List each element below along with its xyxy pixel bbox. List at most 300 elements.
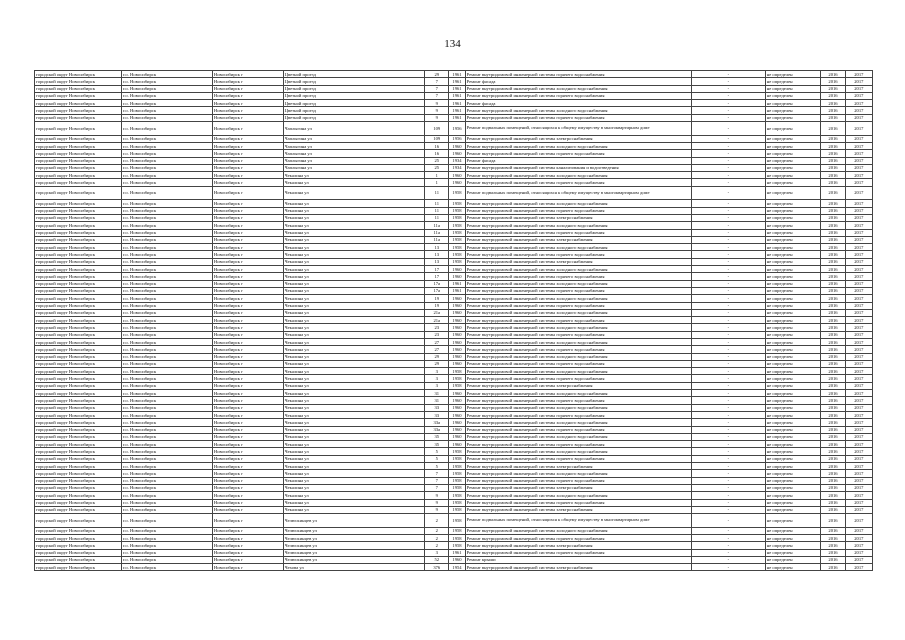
municipality-cell: городской округ Новосибирск	[35, 441, 122, 448]
year-cell: 1958	[449, 506, 465, 513]
plan-end-cell: 2017	[845, 295, 872, 302]
plan-start-cell: 2016	[821, 411, 845, 418]
district-cell: г.о. Новосибирск	[121, 346, 212, 353]
street-cell: Чекалина ул	[283, 317, 425, 324]
plan-start-cell: 2016	[821, 186, 845, 200]
plan-start-cell: 2016	[821, 258, 845, 265]
plan-start-cell: 2016	[821, 499, 845, 506]
plan-start-cell: 2016	[821, 535, 845, 542]
year-cell: 1960	[449, 346, 465, 353]
cost-cell: -	[692, 527, 766, 534]
street-cell: Цветной проезд	[283, 85, 425, 92]
table-row	[35, 506, 873, 513]
municipality-cell: городской округ Новосибирск	[35, 273, 122, 280]
city-cell: Новосибирск г	[212, 484, 283, 491]
work-type-cell: Ремонт внутридомовой инженерной системы горячего водоснабжения	[465, 302, 691, 309]
street-cell: Чекалина ул	[283, 492, 425, 499]
plan-start-cell: 2016	[821, 556, 845, 563]
house-number-cell: 29	[425, 71, 449, 78]
plan-start-cell: 2016	[821, 85, 845, 92]
table-row	[35, 214, 873, 221]
contractor-cell: не определен	[765, 207, 821, 214]
work-type-cell: Ремонт внутридомовой инженерной системы горячего водоснабжения	[465, 207, 691, 214]
table-row	[35, 441, 873, 448]
work-type-cell: Ремонт внутридомовой инженерной системы электроснабжения	[465, 506, 691, 513]
district-cell: г.о. Новосибирск	[121, 266, 212, 273]
year-cell: 1961	[449, 71, 465, 78]
plan-start-cell: 2016	[821, 514, 845, 528]
city-cell: Новосибирск г	[212, 157, 283, 164]
work-type-cell: Ремонт внутридомовой инженерной системы горячего водоснабжения	[465, 411, 691, 418]
plan-end-cell: 2017	[845, 179, 872, 186]
table-row	[35, 222, 873, 229]
municipality-cell: городской округ Новосибирск	[35, 390, 122, 397]
contractor-cell: не определен	[765, 433, 821, 440]
year-cell: 1961	[449, 100, 465, 107]
district-cell: г.о. Новосибирск	[121, 353, 212, 360]
work-type-cell: Ремонт внутридомовой инженерной системы электроснабжения	[465, 135, 691, 142]
plan-start-cell: 2016	[821, 317, 845, 324]
street-cell: Чаплыгина ул	[283, 164, 425, 171]
cost-cell: -	[692, 506, 766, 513]
street-cell: Чекалина ул	[283, 338, 425, 345]
municipality-cell: городской округ Новосибирск	[35, 433, 122, 440]
table-row	[35, 229, 873, 236]
plan-end-cell: 2017	[845, 463, 872, 470]
district-cell: г.о. Новосибирск	[121, 360, 212, 367]
year-cell: 1934	[449, 157, 465, 164]
work-type-cell: Ремонт внутридомовой инженерной системы горячего водоснабжения	[465, 251, 691, 258]
street-cell: Чекалина ул	[283, 426, 425, 433]
year-cell: 1958	[449, 382, 465, 389]
work-type-cell: Ремонт внутридомовой инженерной системы горячего водоснабжения	[465, 346, 691, 353]
plan-end-cell: 2017	[845, 426, 872, 433]
cost-cell: -	[692, 150, 766, 157]
house-number-cell: 7	[425, 78, 449, 85]
plan-end-cell: 2017	[845, 229, 872, 236]
contractor-cell: не определен	[765, 295, 821, 302]
plan-start-cell: 2016	[821, 207, 845, 214]
city-cell: Новосибирск г	[212, 200, 283, 207]
municipality-cell: городской округ Новосибирск	[35, 499, 122, 506]
work-type-cell: Ремонт внутридомовой инженерной системы горячего водоснабжения	[465, 229, 691, 236]
cost-cell: -	[692, 266, 766, 273]
cost-cell: -	[692, 324, 766, 331]
work-type-cell: Ремонт внутридомовой инженерной системы холодного водоснабжения	[465, 142, 691, 149]
municipality-cell: городской округ Новосибирск	[35, 236, 122, 243]
district-cell: г.о. Новосибирск	[121, 186, 212, 200]
district-cell: г.о. Новосибирск	[121, 390, 212, 397]
municipality-cell: городской округ Новосибирск	[35, 477, 122, 484]
street-cell: Чекалина ул	[283, 419, 425, 426]
district-cell: г.о. Новосибирск	[121, 397, 212, 404]
municipality-cell: городской округ Новосибирск	[35, 426, 122, 433]
cost-cell: -	[692, 564, 766, 571]
street-cell: Чекалина ул	[283, 375, 425, 382]
house-number-cell: 21а	[425, 309, 449, 316]
plan-start-cell: 2016	[821, 78, 845, 85]
plan-end-cell: 2017	[845, 419, 872, 426]
plan-end-cell: 2017	[845, 222, 872, 229]
municipality-cell: городской округ Новосибирск	[35, 506, 122, 513]
work-type-cell: Ремонт внутридомовой инженерной системы холодного водоснабжения	[465, 527, 691, 534]
contractor-cell: не определен	[765, 360, 821, 367]
contractor-cell: не определен	[765, 353, 821, 360]
district-cell: г.о. Новосибирск	[121, 107, 212, 114]
district-cell: г.о. Новосибирск	[121, 236, 212, 243]
district-cell: г.о. Новосибирск	[121, 448, 212, 455]
city-cell: Новосибирск г	[212, 353, 283, 360]
house-number-cell: 5	[425, 448, 449, 455]
cost-cell: -	[692, 71, 766, 78]
municipality-cell: городской округ Новосибирск	[35, 338, 122, 345]
year-cell: 1961	[449, 549, 465, 556]
city-cell: Новосибирск г	[212, 331, 283, 338]
work-type-cell: Ремонт внутридомовой инженерной системы горячего водоснабжения	[465, 535, 691, 542]
district-cell: г.о. Новосибирск	[121, 273, 212, 280]
city-cell: Новосибирск г	[212, 258, 283, 265]
plan-start-cell: 2016	[821, 236, 845, 243]
municipality-cell: городской округ Новосибирск	[35, 186, 122, 200]
house-number-cell: 11	[425, 200, 449, 207]
cost-cell: -	[692, 346, 766, 353]
work-type-cell: Ремонт внутридомовой инженерной системы холодного водоснабжения	[465, 172, 691, 179]
contractor-cell: не определен	[765, 346, 821, 353]
plan-start-cell: 2016	[821, 331, 845, 338]
cost-cell: -	[692, 317, 766, 324]
city-cell: Новосибирск г	[212, 542, 283, 549]
table-row	[35, 71, 873, 78]
plan-start-cell: 2016	[821, 448, 845, 455]
work-type-cell: Ремонт фасада	[465, 78, 691, 85]
municipality-cell: городской округ Новосибирск	[35, 71, 122, 78]
contractor-cell: не определен	[765, 411, 821, 418]
year-cell: 1960	[449, 331, 465, 338]
contractor-cell: не определен	[765, 499, 821, 506]
house-number-cell: 2	[425, 542, 449, 549]
city-cell: Новосибирск г	[212, 404, 283, 411]
street-cell: Цветной проезд	[283, 92, 425, 99]
house-number-cell: 13	[425, 244, 449, 251]
year-cell: 1960	[449, 266, 465, 273]
table-row	[35, 236, 873, 243]
plan-end-cell: 2017	[845, 150, 872, 157]
municipality-cell: городской округ Новосибирск	[35, 85, 122, 92]
district-cell: г.о. Новосибирск	[121, 419, 212, 426]
plan-end-cell: 2017	[845, 164, 872, 171]
table-row	[35, 150, 873, 157]
municipality-cell: городской округ Новосибирск	[35, 542, 122, 549]
plan-start-cell: 2016	[821, 135, 845, 142]
city-cell: Новосибирск г	[212, 390, 283, 397]
year-cell: 1958	[449, 499, 465, 506]
cost-cell: -	[692, 499, 766, 506]
street-cell: Чекалина ул	[283, 214, 425, 221]
table-row	[35, 411, 873, 418]
plan-end-cell: 2017	[845, 549, 872, 556]
contractor-cell: не определен	[765, 287, 821, 294]
district-cell: г.о. Новосибирск	[121, 150, 212, 157]
street-cell: Чекалина ул	[283, 484, 425, 491]
street-cell: Чаплыгина ул	[283, 157, 425, 164]
house-number-cell: 7	[425, 477, 449, 484]
municipality-cell: городской округ Новосибирск	[35, 455, 122, 462]
plan-start-cell: 2016	[821, 309, 845, 316]
city-cell: Новосибирск г	[212, 186, 283, 200]
plan-end-cell: 2017	[845, 200, 872, 207]
year-cell: 1958	[449, 477, 465, 484]
table-row	[35, 514, 873, 528]
contractor-cell: не определен	[765, 71, 821, 78]
year-cell: 1958	[449, 375, 465, 382]
cost-cell: -	[692, 360, 766, 367]
plan-end-cell: 2017	[845, 302, 872, 309]
city-cell: Новосибирск г	[212, 499, 283, 506]
cost-cell: -	[692, 411, 766, 418]
house-number-cell: 5	[425, 463, 449, 470]
house-number-cell: 17	[425, 266, 449, 273]
work-type-cell: Ремонт внутридомовой инженерной системы горячего водоснабжения	[465, 549, 691, 556]
house-number-cell: 11	[425, 186, 449, 200]
house-number-cell: 11	[425, 207, 449, 214]
plan-start-cell: 2016	[821, 222, 845, 229]
municipality-cell: городской округ Новосибирск	[35, 100, 122, 107]
city-cell: Новосибирск г	[212, 492, 283, 499]
house-number-cell: 9	[425, 506, 449, 513]
table-row	[35, 258, 873, 265]
district-cell: г.о. Новосибирск	[121, 470, 212, 477]
work-type-cell: Ремонт внутридомовой инженерной системы холодного водоснабжения	[465, 266, 691, 273]
plan-end-cell: 2017	[845, 492, 872, 499]
plan-end-cell: 2017	[845, 564, 872, 571]
district-cell: г.о. Новосибирск	[121, 455, 212, 462]
plan-start-cell: 2016	[821, 200, 845, 207]
city-cell: Новосибирск г	[212, 463, 283, 470]
year-cell: 1958	[449, 514, 465, 528]
house-number-cell: 16	[425, 150, 449, 157]
plan-end-cell: 2017	[845, 157, 872, 164]
table-row	[35, 114, 873, 121]
street-cell: Чекалина ул	[283, 266, 425, 273]
house-number-cell: 11а	[425, 222, 449, 229]
contractor-cell: не определен	[765, 135, 821, 142]
contractor-cell: не определен	[765, 157, 821, 164]
work-type-cell: Ремонт внутридомовой инженерной системы горячего водоснабжения	[465, 455, 691, 462]
district-cell: г.о. Новосибирск	[121, 142, 212, 149]
table-row	[35, 470, 873, 477]
plan-start-cell: 2016	[821, 368, 845, 375]
plan-end-cell: 2017	[845, 455, 872, 462]
work-type-cell: Ремонт фасада	[465, 157, 691, 164]
work-type-cell: Ремонт внутридомовой инженерной системы горячего водоснабжения	[465, 287, 691, 294]
table-row	[35, 251, 873, 258]
table-row	[35, 200, 873, 207]
contractor-cell: не определен	[765, 448, 821, 455]
district-cell: г.о. Новосибирск	[121, 309, 212, 316]
year-cell: 1960	[449, 556, 465, 563]
plan-end-cell: 2017	[845, 251, 872, 258]
plan-end-cell: 2017	[845, 236, 872, 243]
cost-cell: -	[692, 114, 766, 121]
municipality-cell: городской округ Новосибирск	[35, 107, 122, 114]
plan-start-cell: 2016	[821, 100, 845, 107]
plan-start-cell: 2016	[821, 477, 845, 484]
street-cell: Чехова ул	[283, 564, 425, 571]
city-cell: Новосибирск г	[212, 346, 283, 353]
table-row	[35, 368, 873, 375]
year-cell: 1958	[449, 527, 465, 534]
cost-cell: -	[692, 280, 766, 287]
table-row	[35, 492, 873, 499]
table-row	[35, 527, 873, 534]
plan-end-cell: 2017	[845, 309, 872, 316]
municipality-cell: городской округ Новосибирск	[35, 514, 122, 528]
work-type-cell: Ремонт внутридомовой инженерной системы холодного водоснабжения	[465, 295, 691, 302]
street-cell: Чекалина ул	[283, 455, 425, 462]
plan-start-cell: 2016	[821, 360, 845, 367]
district-cell: г.о. Новосибирск	[121, 411, 212, 418]
cost-cell: -	[692, 514, 766, 528]
street-cell: Чекалина ул	[283, 229, 425, 236]
cost-cell: -	[692, 390, 766, 397]
street-cell: Чекалина ул	[283, 236, 425, 243]
year-cell: 1960	[449, 411, 465, 418]
year-cell: 1960	[449, 441, 465, 448]
cost-cell: -	[692, 122, 766, 136]
city-cell: Новосибирск г	[212, 236, 283, 243]
contractor-cell: не определен	[765, 514, 821, 528]
district-cell: г.о. Новосибирск	[121, 258, 212, 265]
year-cell: 1958	[449, 463, 465, 470]
plan-end-cell: 2017	[845, 441, 872, 448]
district-cell: г.о. Новосибирск	[121, 222, 212, 229]
year-cell: 1960	[449, 404, 465, 411]
work-type-cell: Ремонт внутридомовой инженерной системы электроснабжения	[465, 463, 691, 470]
table-row	[35, 172, 873, 179]
district-cell: г.о. Новосибирск	[121, 244, 212, 251]
city-cell: Новосибирск г	[212, 419, 283, 426]
city-cell: Новосибирск г	[212, 207, 283, 214]
city-cell: Новосибирск г	[212, 273, 283, 280]
work-type-cell: Ремонт внутридомовой инженерной системы электроснабжения	[465, 564, 691, 571]
work-type-cell: Ремонт фасада	[465, 100, 691, 107]
table-row	[35, 477, 873, 484]
work-type-cell: Ремонт внутридомовой инженерной системы горячего водоснабжения	[465, 360, 691, 367]
house-number-cell: 3	[425, 368, 449, 375]
table-row	[35, 266, 873, 273]
plan-end-cell: 2017	[845, 470, 872, 477]
plan-start-cell: 2016	[821, 107, 845, 114]
street-cell: Чекалина ул	[283, 411, 425, 418]
plan-end-cell: 2017	[845, 273, 872, 280]
plan-end-cell: 2017	[845, 214, 872, 221]
contractor-cell: не определен	[765, 85, 821, 92]
city-cell: Новосибирск г	[212, 85, 283, 92]
street-cell: Чекалина ул	[283, 302, 425, 309]
plan-start-cell: 2016	[821, 382, 845, 389]
street-cell: Чекалина ул	[283, 477, 425, 484]
year-cell: 1958	[449, 258, 465, 265]
street-cell: Цветной проезд	[283, 78, 425, 85]
work-type-cell: Ремонт внутридомовой инженерной системы горячего водоснабжения	[465, 71, 691, 78]
repair-schedule-table	[34, 70, 873, 571]
work-type-cell: Ремонт крыши	[465, 556, 691, 563]
municipality-cell: городской округ Новосибирск	[35, 92, 122, 99]
contractor-cell: не определен	[765, 280, 821, 287]
contractor-cell: не определен	[765, 527, 821, 534]
street-cell: Чекалина ул	[283, 186, 425, 200]
contractor-cell: не определен	[765, 164, 821, 171]
table-row	[35, 295, 873, 302]
district-cell: г.о. Новосибирск	[121, 404, 212, 411]
municipality-cell: городской округ Новосибирск	[35, 78, 122, 85]
house-number-cell: 7	[425, 484, 449, 491]
municipality-cell: городской округ Новосибирск	[35, 556, 122, 563]
municipality-cell: городской округ Новосибирск	[35, 244, 122, 251]
city-cell: Новосибирск г	[212, 470, 283, 477]
plan-start-cell: 2016	[821, 346, 845, 353]
work-type-cell: Ремонт внутридомовой инженерной системы электроснабжения	[465, 542, 691, 549]
year-cell: 1954	[449, 564, 465, 571]
work-type-cell: Ремонт внутридомовой инженерной системы холодного водоснабжения	[465, 338, 691, 345]
house-number-cell: 19	[425, 295, 449, 302]
municipality-cell: городской округ Новосибирск	[35, 419, 122, 426]
city-cell: Новосибирск г	[212, 448, 283, 455]
house-number-cell: 11а	[425, 229, 449, 236]
year-cell: 1960	[449, 397, 465, 404]
year-cell: 1960	[449, 419, 465, 426]
contractor-cell: не определен	[765, 419, 821, 426]
street-cell: Чекалина ул	[283, 390, 425, 397]
street-cell: Чекалина ул	[283, 244, 425, 251]
street-cell: Чекалина ул	[283, 470, 425, 477]
city-cell: Новосибирск г	[212, 251, 283, 258]
table-row	[35, 390, 873, 397]
municipality-cell: городской округ Новосибирск	[35, 564, 122, 571]
house-number-cell: 19	[425, 302, 449, 309]
municipality-cell: городской округ Новосибирск	[35, 295, 122, 302]
district-cell: г.о. Новосибирск	[121, 157, 212, 164]
cost-cell: -	[692, 287, 766, 294]
table-row	[35, 78, 873, 85]
city-cell: Новосибирск г	[212, 382, 283, 389]
work-type-cell: Ремонт внутридомовой инженерной системы горячего водоснабжения	[465, 499, 691, 506]
cost-cell: -	[692, 353, 766, 360]
year-cell: 1960	[449, 324, 465, 331]
plan-end-cell: 2017	[845, 78, 872, 85]
municipality-cell: городской округ Новосибирск	[35, 200, 122, 207]
street-cell: Чекалина ул	[283, 441, 425, 448]
table-row	[35, 317, 873, 324]
city-cell: Новосибирск г	[212, 564, 283, 571]
house-number-cell: 9	[425, 107, 449, 114]
plan-end-cell: 2017	[845, 114, 872, 121]
municipality-cell: городской округ Новосибирск	[35, 164, 122, 171]
city-cell: Новосибирск г	[212, 411, 283, 418]
plan-start-cell: 2016	[821, 164, 845, 171]
work-type-cell: Ремонт внутридомовой инженерной системы электроснабжения	[465, 484, 691, 491]
work-type-cell: Ремонт внутридомовой инженерной системы горячего водоснабжения	[465, 114, 691, 121]
district-cell: г.о. Новосибирск	[121, 85, 212, 92]
work-type-cell: Ремонт внутридомовой инженерной системы холодного водоснабжения	[465, 244, 691, 251]
cost-cell: -	[692, 426, 766, 433]
work-type-cell: Ремонт внутридомовой инженерной системы горячего водоснабжения	[465, 92, 691, 99]
table-row	[35, 142, 873, 149]
city-cell: Новосибирск г	[212, 375, 283, 382]
plan-end-cell: 2017	[845, 338, 872, 345]
house-number-cell: 27	[425, 346, 449, 353]
street-cell: Чекалина ул	[283, 368, 425, 375]
